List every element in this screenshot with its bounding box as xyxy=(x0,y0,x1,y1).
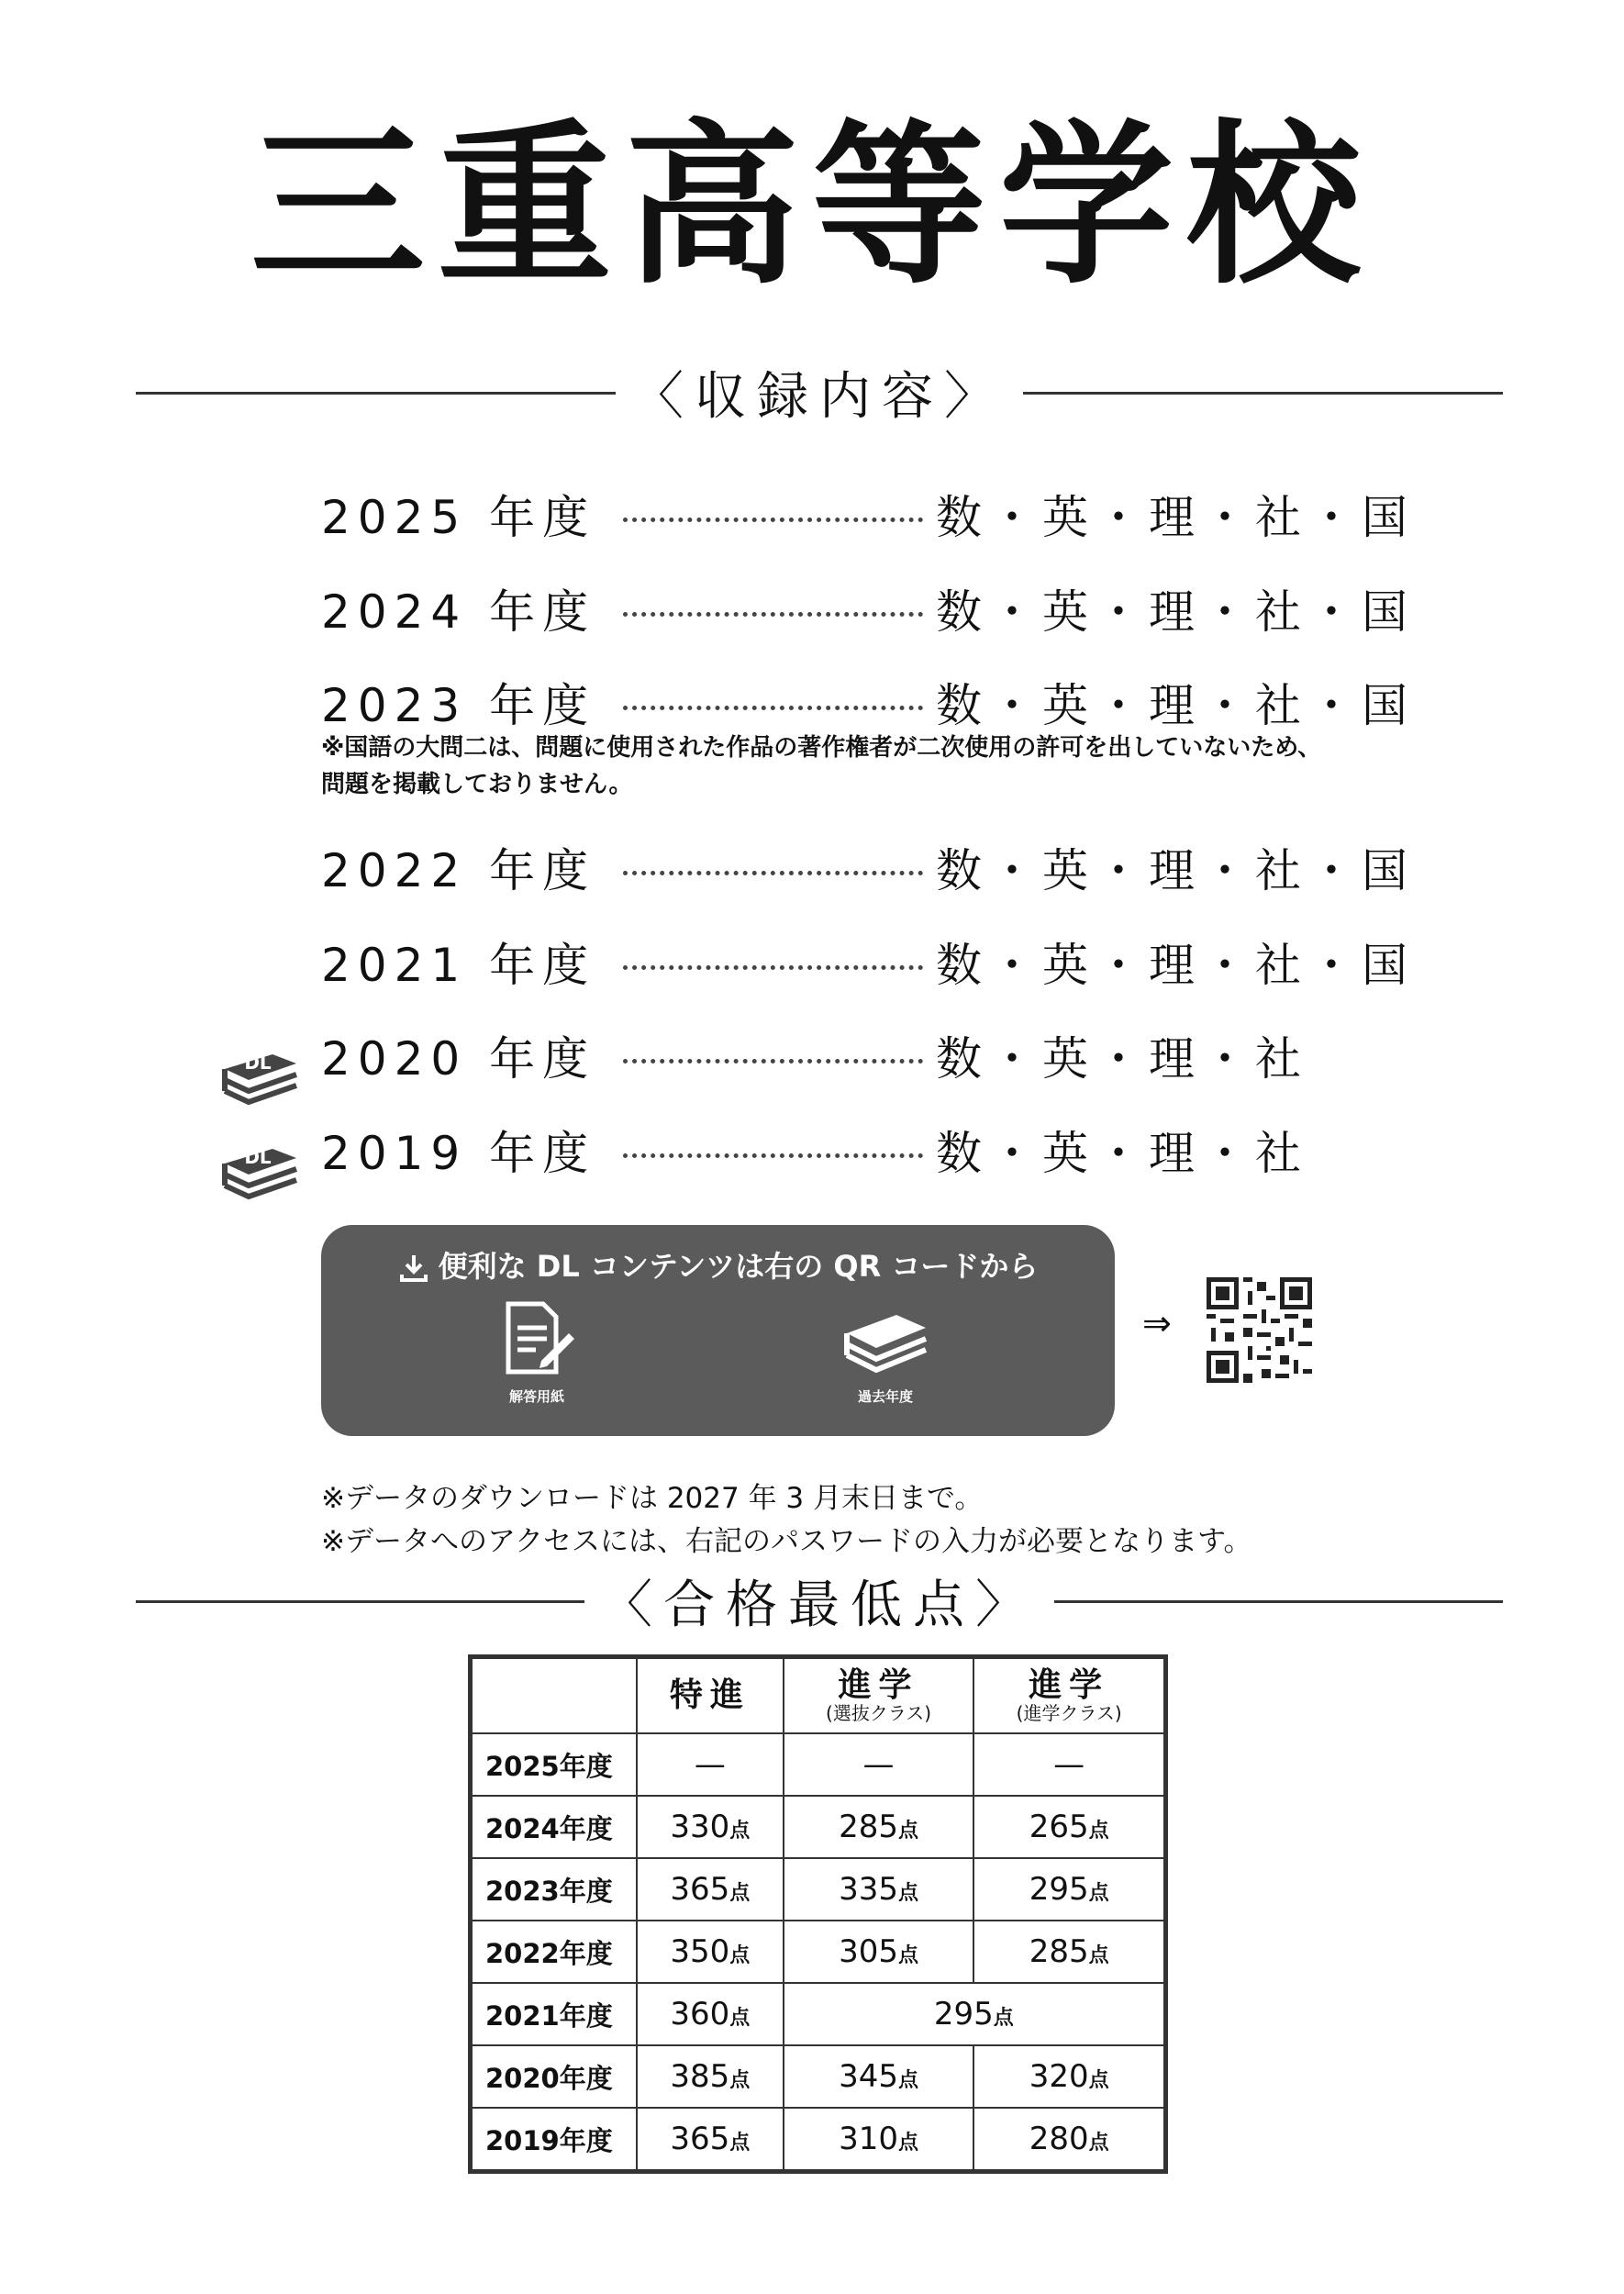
header-main: 進学 xyxy=(838,1666,919,1704)
score-cell: — xyxy=(637,1733,784,1796)
leader-dots xyxy=(623,612,923,617)
document-pen-icon xyxy=(495,1297,578,1379)
contents-row xyxy=(321,1118,1321,1182)
score-unit: 点 xyxy=(1088,2069,1109,2092)
dl-item-past-years[interactable] xyxy=(817,1297,954,1406)
score-unit: 点 xyxy=(729,2132,751,2155)
score-value: 280 xyxy=(1029,2121,1089,2157)
score-cell xyxy=(637,1921,784,1983)
table-row xyxy=(472,2045,1164,2108)
table-row xyxy=(472,2108,1164,2170)
score-unit: 点 xyxy=(1088,1882,1109,1905)
row-year: 2023年度 xyxy=(472,1858,637,1921)
table-header-row xyxy=(472,1658,1164,1733)
download-notes xyxy=(321,1477,1422,1564)
row-year: 2025年度 xyxy=(472,1733,637,1796)
table-row xyxy=(472,1983,1164,2045)
leader-dots xyxy=(623,1059,923,1063)
score-value: 350 xyxy=(670,1933,730,1970)
contents-subjects: 数・英・理・社 xyxy=(936,1032,1308,1086)
contents-row xyxy=(321,482,1415,546)
note-download-deadline: ※データのダウンロードは 2027 年 3 月末日まで。 xyxy=(321,1482,984,1515)
score-value: 285 xyxy=(1029,1933,1089,1970)
page-title: 三重高等学校 xyxy=(250,105,1374,307)
score-value: 295 xyxy=(933,1996,994,2032)
score-cell xyxy=(637,1858,784,1921)
header-tokushin xyxy=(637,1658,784,1733)
header-empty-cell xyxy=(472,1658,637,1733)
header-sub: (進学クラス) xyxy=(1016,1702,1122,1724)
contents-row xyxy=(321,576,1415,640)
header-main: 特進 xyxy=(669,1676,751,1714)
arrow-to-qr: ⇒ xyxy=(1142,1303,1172,1343)
score-unit: 点 xyxy=(897,2069,918,2092)
score-value: 295 xyxy=(1029,1871,1089,1908)
table-row xyxy=(472,1921,1164,1983)
score-value: 310 xyxy=(839,2121,898,2157)
row-year: 2022年度 xyxy=(472,1921,637,1983)
score-unit: 点 xyxy=(729,2069,751,2092)
row-year: 2020年度 xyxy=(472,2045,637,2108)
contents-year: 2019 年度 xyxy=(321,1127,596,1180)
contents-subjects: 数・英・理・社・国 xyxy=(936,679,1415,732)
dl-box-heading xyxy=(321,1243,1115,1286)
contents-year: 2020 年度 xyxy=(321,1032,596,1086)
dl-books-icon xyxy=(216,1032,304,1109)
leader-dots xyxy=(623,1153,923,1158)
score-cell xyxy=(973,1921,1164,1983)
score-unit: 点 xyxy=(729,1882,751,1905)
score-unit: 点 xyxy=(897,1944,918,1967)
score-value: 360 xyxy=(670,1996,730,2032)
score-cell xyxy=(973,1796,1164,1858)
score-cell xyxy=(637,2108,784,2170)
contents-subjects: 数・英・理・社・国 xyxy=(936,585,1415,639)
dl-badge-text: DL xyxy=(244,1052,272,1074)
header-shingaku-shingaku xyxy=(973,1658,1164,1733)
score-value: 385 xyxy=(670,2058,730,2095)
scores-heading xyxy=(136,1565,1503,1638)
contents-year: 2024 年度 xyxy=(321,585,596,639)
table-row xyxy=(472,1858,1164,1921)
contents-heading-label: 〈収録内容〉 xyxy=(632,367,1007,427)
score-unit: 点 xyxy=(897,2132,918,2155)
score-unit: 点 xyxy=(729,1820,751,1843)
score-cell xyxy=(637,1796,784,1858)
score-cell xyxy=(637,1983,784,2045)
score-cell xyxy=(784,1858,974,1921)
score-cell xyxy=(784,1796,974,1858)
contents-year: 2025 年度 xyxy=(321,491,596,544)
score-unit: 点 xyxy=(729,2007,751,2030)
row-year: 2019年度 xyxy=(472,2108,637,2170)
row-year: 2024年度 xyxy=(472,1796,637,1858)
score-value: 365 xyxy=(670,2121,730,2157)
contents-heading xyxy=(136,356,1503,429)
heading-rule-right xyxy=(1023,392,1503,395)
leader-dots xyxy=(623,871,923,875)
score-value: 320 xyxy=(1029,2058,1089,2095)
score-unit: 点 xyxy=(897,1882,918,1905)
leader-dots xyxy=(623,965,923,970)
score-value: 335 xyxy=(839,1871,898,1908)
books-icon xyxy=(840,1297,931,1379)
contents-subjects: 数・英・理・社・国 xyxy=(936,939,1415,992)
score-cell-merged xyxy=(784,1983,1164,2045)
contents-row xyxy=(321,670,1415,734)
score-value: 265 xyxy=(1029,1809,1089,1845)
score-cell xyxy=(637,2045,784,2108)
contents-subjects: 数・英・理・社・国 xyxy=(936,491,1415,544)
leader-dots xyxy=(623,706,923,710)
contents-row xyxy=(321,1023,1321,1087)
score-cell xyxy=(973,2045,1164,2108)
score-unit: 点 xyxy=(1088,1944,1109,1967)
score-unit: 点 xyxy=(729,1944,751,1967)
header-sub: (選抜クラス) xyxy=(826,1702,932,1724)
dl-badge-text: DL xyxy=(244,1146,272,1168)
heading-rule-left xyxy=(136,392,616,395)
contents-year: 2022 年度 xyxy=(321,844,596,897)
score-cell xyxy=(784,1921,974,1983)
row-year: 2021年度 xyxy=(472,1983,637,2045)
dl-content-box xyxy=(321,1225,1115,1436)
contents-subjects: 数・英・理・社・国 xyxy=(936,844,1415,897)
heading-rule-left xyxy=(136,1600,584,1603)
score-cell: — xyxy=(973,1733,1164,1796)
header-shingaku-senbatsu xyxy=(784,1658,974,1733)
contents-subjects: 数・英・理・社 xyxy=(936,1127,1308,1180)
score-value: 285 xyxy=(839,1809,898,1845)
heading-rule-right xyxy=(1054,1600,1503,1603)
dl-books-icon xyxy=(216,1127,304,1204)
table-row xyxy=(472,1796,1164,1858)
score-value: 365 xyxy=(670,1871,730,1908)
contents-row xyxy=(321,835,1415,899)
score-cell xyxy=(973,2108,1164,2170)
header-main: 進学 xyxy=(1029,1666,1110,1704)
score-cell xyxy=(784,2045,974,2108)
score-value: 305 xyxy=(839,1933,898,1970)
note-2023: ※国語の大問二は、問題に使用された作品の著作権者が二次使用の許可を出していないため、問題を掲載しておりません。 xyxy=(321,734,1322,798)
score-unit: 点 xyxy=(993,2007,1014,2030)
leader-dots xyxy=(623,518,923,522)
dl-box-heading-text: 便利な DL コンテンツは右の QR コードから xyxy=(438,1249,1039,1284)
score-unit: 点 xyxy=(897,1820,918,1843)
dl-item-caption: 解答用紙 xyxy=(508,1388,564,1405)
minimum-score-table xyxy=(471,1657,1165,2171)
score-cell xyxy=(973,1858,1164,1921)
score-cell: — xyxy=(784,1733,974,1796)
contents-year: 2023 年度 xyxy=(321,679,596,732)
download-icon xyxy=(398,1253,429,1284)
contents-row xyxy=(321,930,1415,994)
score-value: 330 xyxy=(670,1809,730,1845)
note-password: ※データへのアクセスには、右記のパスワードの入力が必要となります。 xyxy=(321,1525,1252,1558)
scores-heading-label: 〈合格最低点〉 xyxy=(601,1576,1038,1635)
score-unit: 点 xyxy=(1088,2132,1109,2155)
table-row xyxy=(472,1733,1164,1796)
score-unit: 点 xyxy=(1088,1820,1109,1843)
qr-code[interactable] xyxy=(1207,1277,1312,1383)
contents-year: 2021 年度 xyxy=(321,939,596,992)
dl-item-caption: 過去年度 xyxy=(857,1388,913,1405)
score-cell xyxy=(784,2108,974,2170)
score-value: 345 xyxy=(839,2058,898,2095)
dl-item-answer-sheet[interactable] xyxy=(468,1297,606,1406)
